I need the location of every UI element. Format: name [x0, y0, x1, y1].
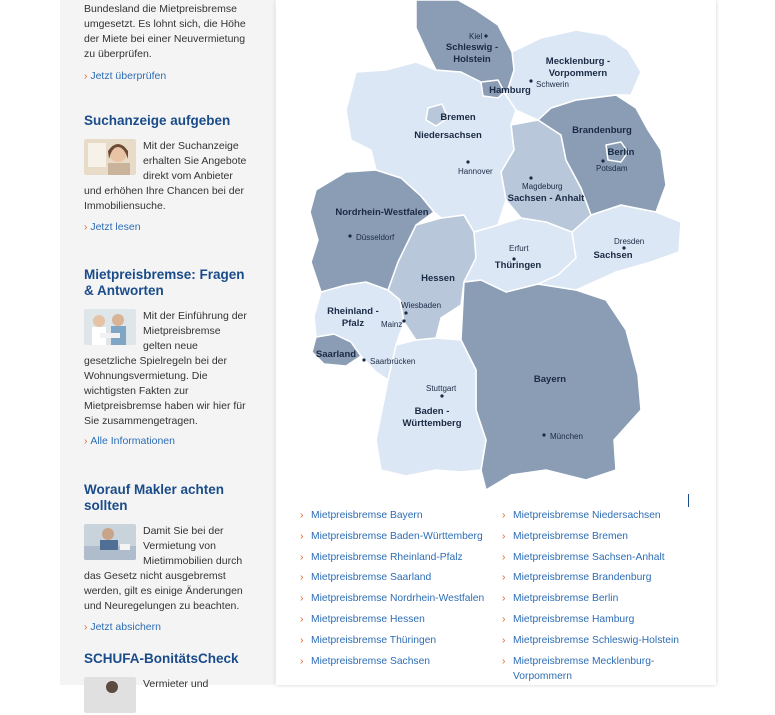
check-now-link[interactable]	[84, 69, 252, 84]
chevron-right-icon: ›	[502, 613, 506, 625]
link-label: Mietpreisbremse Sachsen	[311, 655, 431, 667]
all-info-link[interactable]	[84, 434, 252, 449]
sidebar-section-broker	[84, 482, 252, 635]
person-photo	[84, 677, 136, 713]
city-dot	[402, 319, 405, 322]
link-label: Jetzt überprüfen	[90, 70, 167, 82]
chevron-right-icon: ›	[300, 551, 304, 563]
label-sachsen-anhalt: Sachsen - Anhalt	[507, 193, 585, 204]
link-label: Mietpreisbremse Berlin	[513, 593, 619, 605]
links-column-left	[300, 508, 485, 674]
label-rheinland-pfalz: Rheinland -Pfalz	[327, 306, 379, 329]
sidebar-section-search-ad	[84, 113, 252, 235]
city-dot	[529, 79, 532, 82]
chevron-right-icon: ›	[502, 593, 506, 605]
label-mecklenburg-vorpommern: Mecklenburg -Vorpommern	[545, 56, 611, 79]
city-wiesbaden: Wiesbaden	[401, 301, 442, 310]
link-label: Mietpreisbremse Bremen	[513, 530, 629, 542]
link-label: Jetzt absichern	[90, 621, 161, 633]
link-niedersachsen[interactable]	[502, 508, 687, 529]
link-label: Mietpreisbremse Nordrhein-Westfalen	[311, 593, 485, 605]
state-bayern[interactable]	[461, 280, 641, 490]
link-baden-wuerttemberg[interactable]	[300, 529, 485, 550]
secure-now-link[interactable]	[84, 620, 252, 635]
city-erfurt: Erfurt	[509, 244, 529, 253]
read-now-link[interactable]	[84, 220, 252, 235]
section-text: Damit Sie bei der Vermietung von Mietimmobilien durch das Gesetz nicht ausgebremst werden, gilt es einige Änderungen und Neuregelungen zu beachten.	[84, 525, 243, 612]
label-hamburg: Hamburg	[489, 85, 531, 96]
label-baden-wuerttemberg: Baden -Württemberg	[402, 406, 462, 429]
link-hessen[interactable]	[300, 612, 485, 633]
city-dot	[529, 176, 532, 179]
chevron-right-icon: ›	[300, 530, 304, 542]
chevron-right-icon: ›	[502, 572, 506, 584]
city-dot	[348, 234, 351, 237]
city-muenchen: München	[550, 432, 583, 441]
chevron-right-icon: ›	[300, 510, 304, 521]
label-saarland: Saarland	[315, 349, 357, 360]
label-sachsen: Sachsen	[593, 250, 633, 261]
chevron-right-icon: ›	[84, 222, 88, 233]
city-dot	[404, 311, 407, 314]
chevron-right-icon: ›	[300, 593, 304, 605]
intro-text: Bundesland die Mietpreisbremse umgesetzt. Es lohnt sich, die Höhe der Miete bei einer Neuvermietung zu überprüfen.	[84, 3, 246, 60]
city-mainz: Mainz	[381, 320, 403, 329]
label-niedersachsen: Niedersachsen	[414, 130, 482, 141]
link-sachsen[interactable]	[300, 654, 485, 675]
sidebar	[60, 0, 275, 690]
link-label: Mietpreisbremse Thüringen	[311, 634, 437, 646]
chevron-right-icon: ›	[300, 655, 304, 667]
link-nrw[interactable]	[300, 591, 485, 612]
chevron-right-icon: ›	[300, 613, 304, 625]
section-text: Mit der Einführung der Mietpreisbremse gelten neue gesetzliche Spielregeln bei der Wohnungsvermietung. Die wichtigsten Fakten zur Mietpreisbremse haben wir hier für Sie zusammengetragen.	[84, 310, 247, 427]
city-dot	[466, 160, 469, 163]
link-sachsen-anhalt[interactable]	[502, 550, 687, 571]
link-label: Mietpreisbremse Hamburg	[513, 613, 635, 625]
link-label: Mietpreisbremse Saarland	[311, 572, 432, 584]
city-schwerin: Schwerin	[536, 80, 569, 89]
sidebar-section-schufa	[84, 651, 252, 715]
chevron-right-icon: ›	[502, 530, 506, 542]
germany-map	[276, 0, 716, 500]
city-dot	[362, 358, 365, 361]
link-saarland[interactable]	[300, 570, 485, 591]
city-dot	[542, 433, 545, 436]
link-schleswig-holstein[interactable]	[502, 633, 687, 654]
section-title: Mietpreisbremse: Fragen & Antworten	[84, 267, 245, 298]
link-label: Jetzt lesen	[90, 221, 141, 233]
chevron-right-icon: ›	[84, 71, 88, 82]
city-duesseldorf: Düsseldorf	[356, 233, 395, 242]
section-title: SCHUFA-BonitätsCheck	[84, 651, 239, 666]
chevron-right-icon: ›	[84, 436, 88, 447]
city-saarbruecken: Saarbrücken	[370, 357, 416, 366]
city-dot	[484, 34, 487, 37]
label-thueringen: Thüringen	[494, 260, 542, 271]
text-cursor	[688, 494, 689, 507]
link-mecklenburg-vorpommern[interactable]	[502, 654, 687, 682]
sidebar-intro	[84, 2, 252, 84]
link-label: Mietpreisbremse Schleswig-Holstein	[513, 634, 679, 646]
chevron-right-icon: ›	[502, 510, 506, 521]
label-schleswig-holstein: Schleswig -Holstein	[445, 42, 499, 65]
link-brandenburg[interactable]	[502, 570, 687, 591]
link-label: Mietpreisbremse Niedersachsen	[513, 510, 661, 521]
link-bremen[interactable]	[502, 529, 687, 550]
city-dot	[440, 394, 443, 397]
chevron-right-icon: ›	[502, 551, 506, 563]
link-label: Alle Informationen	[90, 435, 175, 447]
section-title: Suchanzeige aufgeben	[84, 113, 231, 128]
main-content	[276, 0, 716, 685]
label-hessen: Hessen	[421, 273, 455, 284]
label-berlin: Berlin	[607, 147, 635, 158]
chevron-right-icon: ›	[84, 622, 88, 633]
links-column-right	[502, 508, 687, 682]
link-label: Mietpreisbremse Sachsen-Anhalt	[513, 551, 665, 563]
city-potsdam: Potsdam	[596, 164, 628, 173]
label-brandenburg: Brandenburg	[572, 125, 632, 136]
section-title: Worauf Makler achten sollten	[84, 482, 225, 513]
link-rheinland-pfalz[interactable]	[300, 550, 485, 571]
desk-photo	[84, 524, 136, 560]
link-label: Mietpreisbremse Rheinland-Pfalz	[311, 551, 463, 563]
link-label: Mietpreisbremse Hessen	[311, 613, 425, 625]
link-thueringen[interactable]	[300, 633, 485, 654]
people-photo	[84, 309, 136, 345]
city-stuttgart: Stuttgart	[426, 384, 457, 393]
label-nrw: Nordrhein-Westfalen	[335, 207, 429, 218]
link-label: Mietpreisbremse Brandenburg	[513, 572, 652, 584]
label-bayern: Bayern	[533, 374, 567, 385]
city-dot	[601, 159, 604, 162]
city-dresden: Dresden	[614, 237, 645, 246]
section-text: Mit der Suchanzeige erhalten Sie Angebote direkt vom Anbieter und erhöhen Ihre Chancen bei der Immobiliensuche.	[84, 140, 247, 212]
chevron-right-icon: ›	[300, 572, 304, 584]
link-berlin[interactable]	[502, 591, 687, 612]
link-bayern[interactable]	[300, 508, 485, 529]
sidebar-section-faq	[84, 267, 252, 449]
city-hannover: Hannover	[458, 167, 493, 176]
city-magdeburg: Magdeburg	[522, 182, 563, 191]
city-kiel: Kiel	[469, 32, 483, 41]
chevron-right-icon: ›	[502, 634, 506, 646]
link-label: Mietpreisbremse Baden-Württemberg	[311, 530, 483, 542]
link-label: Mietpreisbremse Bayern	[311, 510, 423, 521]
link-hamburg[interactable]	[502, 612, 687, 633]
woman-photo	[84, 139, 136, 175]
section-text: Vermieter und	[143, 678, 209, 690]
link-label: Mietpreisbremse Mecklenburg-Vorpommern	[513, 655, 655, 682]
label-bremen: Bremen	[440, 112, 476, 123]
chevron-right-icon: ›	[502, 655, 506, 667]
chevron-right-icon: ›	[300, 634, 304, 646]
